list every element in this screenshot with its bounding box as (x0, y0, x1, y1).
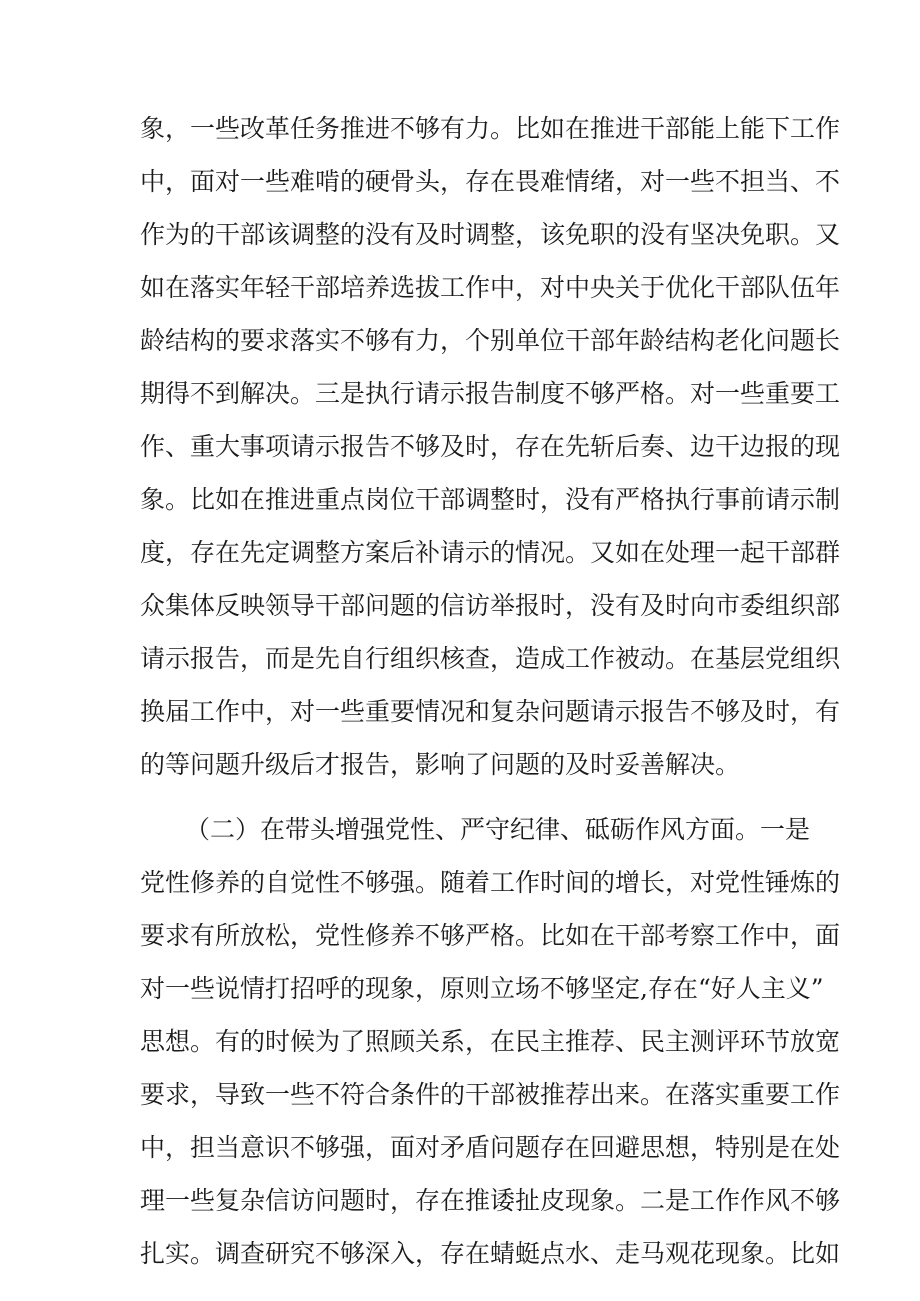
paragraph-line: 要求，导致一些不符合条件的干部被推荐出来。在落实重要工作 (140, 1080, 841, 1109)
paragraph-line: 对一些说情打招呼的现象，原则立场不够坚定,存在“好人主义” (140, 974, 824, 1003)
paragraph-line: 中，担当意识不够强，面对矛盾问题存在回避思想，特别是在处 (140, 1133, 841, 1162)
paragraph-line: 作、重大事项请示报告不够及时，存在先斩后奏、边干边报的现 (140, 432, 841, 461)
paragraph-line: 党性修养的自觉性不够强。随着工作时间的增长，对党性锤炼的 (140, 868, 841, 897)
paragraph-line: 象。比如在推进重点岗位干部调整时，没有严格执行事前请示制 (140, 485, 841, 514)
paragraph-line: 众集体反映领导干部问题的信访举报时，没有及时向市委组织部 (140, 591, 841, 620)
paragraph-line: 理一些复杂信访问题时，存在推诿扯皮现象。二是工作作风不够 (140, 1186, 841, 1215)
paragraph-line: 请示报告，而是先自行组织核查，造成工作被动。在基层党组织 (140, 644, 841, 673)
paragraph-line: 换届工作中，对一些重要情况和复杂问题请示报告不够及时，有 (140, 697, 841, 726)
section-heading-line: （二）在带头增强党性、严守纪律、砥砺作风方面。一是 (185, 815, 811, 844)
paragraph-line: 如在落实年轻干部培养选拔工作中，对中央关于优化干部队伍年 (140, 273, 841, 302)
paragraph-line: 的等问题升级后才报告，影响了问题的及时妥善解决。 (140, 750, 741, 779)
paragraph-line: 期得不到解决。三是执行请示报告制度不够严格。对一些重要工 (140, 379, 841, 408)
paragraph-line: 龄结构的要求落实不够有力，个别单位干部年龄结构老化问题长 (140, 326, 841, 355)
paragraph-line: 思想。有的时候为了照顾关系，在民主推荐、民主测评环节放宽 (140, 1027, 841, 1056)
paragraph-line: 要求有所放松，党性修养不够严格。比如在干部考察工作中，面 (140, 921, 841, 950)
paragraph-line: 作为的干部该调整的没有及时调整，该免职的没有坚决免职。又 (140, 220, 841, 249)
paragraph-line: 象，一些改革任务推进不够有力。比如在推进干部能上能下工作 (140, 114, 841, 143)
paragraph-line: 度，存在先定调整方案后补请示的情况。又如在处理一起干部群 (140, 538, 841, 567)
paragraph-line: 扎实。调查研究不够深入，存在蜻蜓点水、走马观花现象。比如 (140, 1239, 841, 1268)
paragraph-line: 中，面对一些难啃的硬骨头，存在畏难情绪，对一些不担当、不 (140, 167, 841, 196)
